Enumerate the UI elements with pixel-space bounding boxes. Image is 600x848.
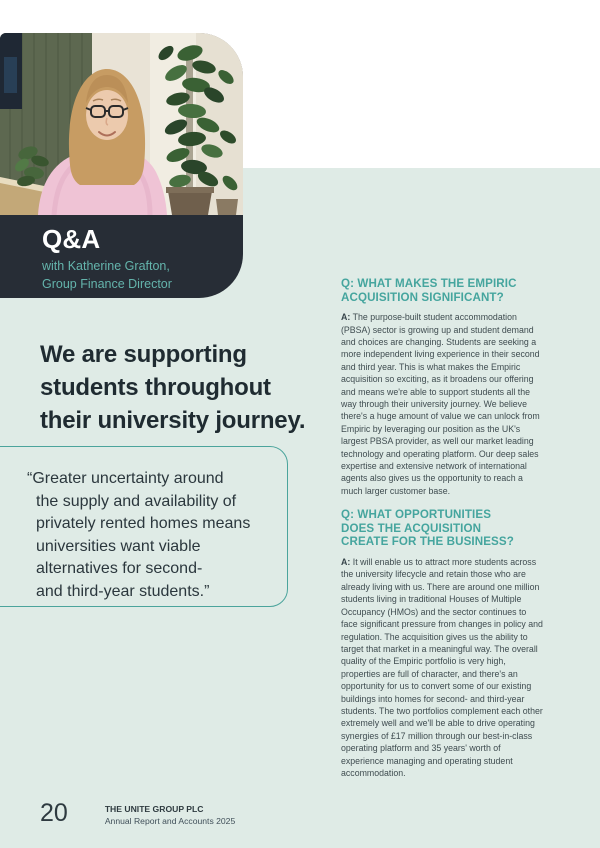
- portrait-photo: [0, 33, 243, 215]
- question-heading-line: ACQUISITION SIGNIFICANT?: [341, 290, 504, 304]
- qa-card-subtitle: [42, 257, 229, 293]
- qa-column: [341, 277, 544, 790]
- headline-line: students throughout: [40, 374, 271, 402]
- answer-prefix: A:: [341, 557, 351, 568]
- footer-brand: [105, 801, 235, 827]
- page-headline: [40, 338, 340, 437]
- quote-line: and third-year students.”: [36, 582, 210, 600]
- quote-line: alternatives for second-: [36, 560, 203, 577]
- qa-card-subtitle-line: with Katherine Grafton,: [42, 259, 170, 274]
- pull-quote-text: [0, 447, 287, 603]
- answer-text: The purpose-built student accommodation (PBSA) sector is growing up and student demand and choices are changing. Students are seeking a more independent living experience in their second and third year. This is what makes the Empiric acquisition so exciting, as it broadens our offering and means we're able to support students all the way through their university journey. We believe there's a huge amount of value we can unlock from Empiric by leveraging our position as the UK's largest PBSA provider, as well our market leading technology and operating platform. Our deep sales expertise and extensive network of international agents also gives us the opportunity to reach a much larger customer base.: [341, 312, 540, 496]
- answer-2: [341, 556, 544, 779]
- qa-card-subtitle-line: Group Finance Director: [42, 277, 172, 292]
- quote-line: universities want viable: [36, 537, 201, 555]
- qa-card-title: Q&A: [42, 224, 101, 254]
- profile-card-caption: [0, 215, 243, 293]
- answer-1: [341, 311, 544, 497]
- question-heading-line: CREATE FOR THE BUSINESS?: [341, 535, 514, 549]
- question-heading-1: [341, 277, 544, 304]
- answer-prefix: A:: [341, 312, 351, 323]
- quote-line: “Greater uncertainty around: [27, 470, 224, 487]
- quote-line: the supply and availability of: [36, 492, 237, 510]
- profile-card: [0, 33, 243, 298]
- report-title: Annual Report and Accounts 2025: [104, 815, 236, 826]
- company-name: THE UNITE GROUP PLC: [104, 804, 204, 814]
- question-heading-line: DOES THE ACQUISITION: [341, 521, 482, 535]
- headline-line: We are supporting: [40, 341, 247, 369]
- quote-line: privately rented homes means: [36, 515, 251, 532]
- pull-quote-box: [0, 446, 288, 607]
- question-heading-line: Q: WHAT MAKES THE EMPIRIC: [341, 277, 517, 290]
- question-heading-line: Q: WHAT OPPORTUNITIES: [341, 508, 492, 522]
- question-heading-2: [341, 508, 544, 549]
- headline-line: their university journey.: [40, 407, 306, 435]
- answer-text: It will enable us to attract more students across the university lifecycle and retain those who are already living with us. There are around one million students living in traditional Houses of Multiple Occupancy (HMOs) and the sector continues to face significant pressure from changes in policy and regulation. The acquisition gives us the ability to target that market in a meaningful way. The overall quality of the Empiric portfolio is very high, properties are full of character, and there's an opportunity for us to convert some of our existing buildings into homes for second- and third-year students. The two portfolios complement each other extremely well and we'll be able to drive operating synergies of £17 million through our best-in-class operating platform and 35 years' worth of experience managing and operating student accommodation.: [341, 557, 543, 778]
- page-footer: [40, 801, 235, 827]
- page-number: 20: [40, 799, 68, 827]
